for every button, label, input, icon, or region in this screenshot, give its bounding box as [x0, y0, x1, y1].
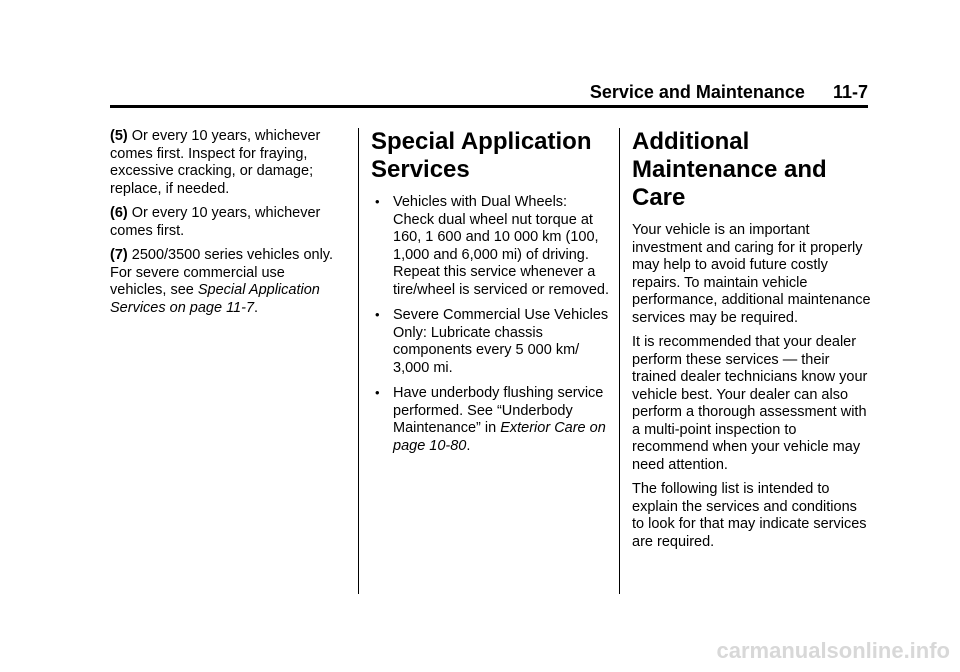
header-rule	[110, 105, 868, 108]
list-item	[371, 194, 611, 299]
note-6-label: (6)	[110, 205, 128, 221]
column-middle	[371, 128, 611, 463]
column-divider-2	[619, 128, 620, 594]
note-5-label: (5)	[110, 128, 128, 144]
watermark: carmanualsonline.info	[716, 638, 950, 663]
section-title: Service and Maintenance	[589, 82, 805, 102]
note-7-end: .	[254, 299, 259, 316]
note-5	[110, 128, 342, 198]
page-number: 11-7	[832, 82, 868, 102]
bullet-icon: •	[375, 385, 380, 400]
note-5-text: Or every 10 years, whichever comes first. Inspect for fraying, excessive cracking, or damage; replace, if needed.	[110, 128, 321, 197]
list-item	[371, 385, 611, 455]
bullet-text: Vehicles with Dual Wheels: Check dual wheel nut torque at 160, 1 600 and 10 000 km (100, 1,000 and 6,000 mi) of driving. Repeat this service whenever a tire/wheel is serviced or removed.	[393, 194, 609, 298]
note-7-label: (7)	[110, 247, 128, 263]
column-divider-1	[358, 128, 359, 594]
bullet-text: Have underbody flushing service performed. See “Underbody Maintenance” in	[393, 385, 604, 436]
note-7	[110, 247, 342, 317]
column-left	[110, 128, 342, 324]
note-6-text: Or every 10 years, whichever comes first.	[110, 205, 321, 239]
column-right	[632, 128, 872, 558]
note-6	[110, 205, 342, 240]
note-7-text: 2500/3500 series vehicles only. For severe commercial use vehicles, see	[110, 247, 334, 298]
special-services-heading: Special Application Services	[371, 128, 592, 183]
special-services-link[interactable]: Special Application Services on page 11-7	[110, 282, 320, 316]
paragraph: The following list is intended to explain the services and conditions to look for that may indicate services are required.	[632, 481, 867, 550]
page-header	[110, 82, 868, 103]
paragraph: It is recommended that your dealer perform these services — their trained dealer technicians know your vehicle best. Your dealer can also perform a thorough assessment with a multi-point inspection to recommend when your vehicle may need attention.	[632, 334, 868, 473]
bullet-icon: •	[375, 307, 380, 322]
additional-maintenance-heading: Additional Maintenance and Care	[632, 128, 827, 211]
exterior-care-link[interactable]: Exterior Care on page 10-80	[393, 420, 606, 454]
bullet-text: Severe Commercial Use Vehicles Only: Lubricate chassis components every 5 000 km/ 3,000 mi.	[393, 307, 609, 376]
paragraph: Your vehicle is an important investment and caring for it properly may help to avoid future costly repairs. To maintain vehicle performance, additional maintenance services may be required.	[632, 222, 871, 326]
special-services-list	[371, 194, 611, 455]
bullet-icon: •	[375, 194, 380, 209]
bullet-end: .	[466, 437, 471, 454]
list-item	[371, 307, 611, 377]
